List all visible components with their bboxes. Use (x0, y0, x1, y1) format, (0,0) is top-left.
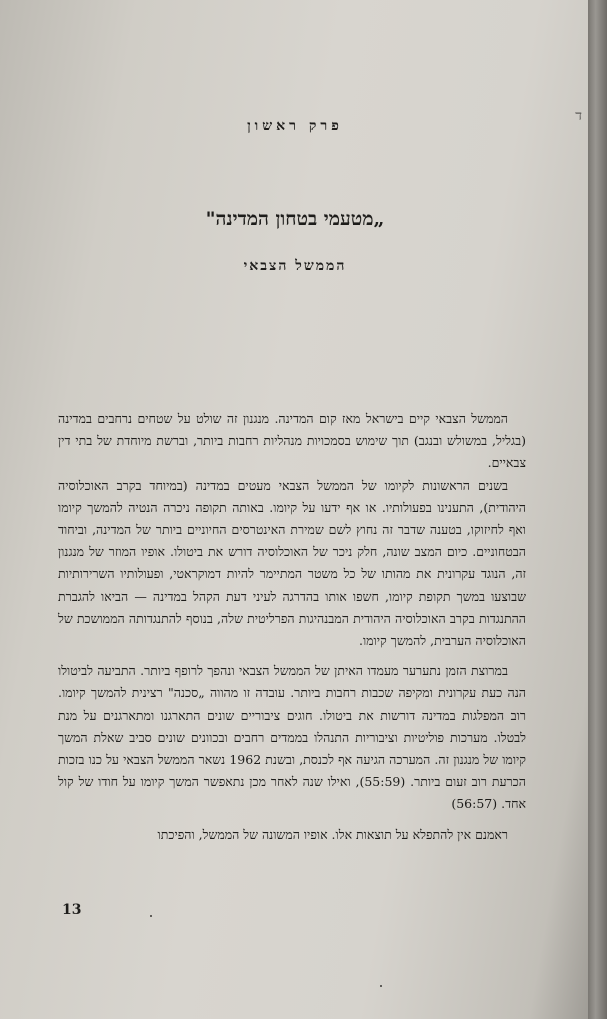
page-edge-shadow (588, 0, 607, 1019)
paragraph: ראמנם אין להתפלא על תוצאות אלו. אופיו המשונה של הממשל, והפיכתו (157, 826, 508, 842)
paragraph: הממשל הצבאי קיים בישראל מאז קום המדינה. מנגנון זה שולט על שטחים נרחבים במדינה (בגליל, במשולש ובנגב) תוך שימוש בסמכויות מנהליות רחבות ביותר, וברשת מיוחדת של בתי דין צבאיים. (58, 411, 526, 471)
margin-mark: ד (575, 108, 582, 124)
paper-speck (380, 985, 382, 987)
body-text (58, 408, 526, 846)
paragraph: במרוצת הזמן נתערער מעמדו האיתן של הממשל הצבאי ונהפך לרופף ביותר. התביעה לביטולו הנה כעת עקרונית ומקיפה שכבות רחבות ביותר. עובדה זו מהווה „סכנה" רצינית להמשך קיומו. רוב המפלגות במדינה דורשות את ביטולו. חוגים ציבוריים שונים התארגנו ומתארגנים על מנת לבטלו. מערכות פוליטיות וציבוריות התנהלו בממדים רחבים ובכוונים שונים סביב שאלת המשך קיומו של מנגנון זה. המערכה הגיעה אף לכנסת, ובשנת 1962 נשאר הממשל הצבאי על כנו בזכות הכרעת רוב זעום ביותר. (55:59), ואילו שנה לאחר מכן נתאפשר המשך קיומו על חודו של קול אחד. (56:57) (58, 663, 526, 812)
paragraph: בשנים הראשונות לקיומו של הממשל הצבאי מעטים במדינה (במיוחד בקרב האוכלוסיה היהודית), התענינו בפעולותיו. או אף ידעו על קיומו. באותה תקופה ניכרה הנטיה להמשך קיומו ואף לחיזוקו, בטענה שדבר זה נחוץ לשם שמירת האינטרסים החיוניים ביותר של המדינה, וביחוד הבטחוניים. כיום המצב שונה, חלק ניכר של האוכלוסיה דורש את ביטולו. אופיו המוזר של מנגנון זה, הנוגד עקרונית את מהותו של כל משטר המתיימר להיות דמוקראטי, ופעולותיו השרירותיות שבוצעו במשך תקופת קיומו, חשפו אותו בהדרגה לעיני דעת הקהל במדינה — הביאו להגברת ההתנגדות בקרב האוכלוסיה היהודית המבנהיגות הפרליטית שלה, בנוסף להתנגדותה הממושכת של האוכלוסיה הערבית, להמשך קיומו. (58, 477, 526, 649)
section-subtitle: הממשל הצבאי (243, 258, 347, 274)
page-number: 13 (62, 902, 82, 918)
paper-speck (150, 915, 152, 917)
chapter-heading: פרק ראשון (247, 118, 343, 134)
section-title: „מטעמי בטחון המדינה" (205, 208, 385, 230)
